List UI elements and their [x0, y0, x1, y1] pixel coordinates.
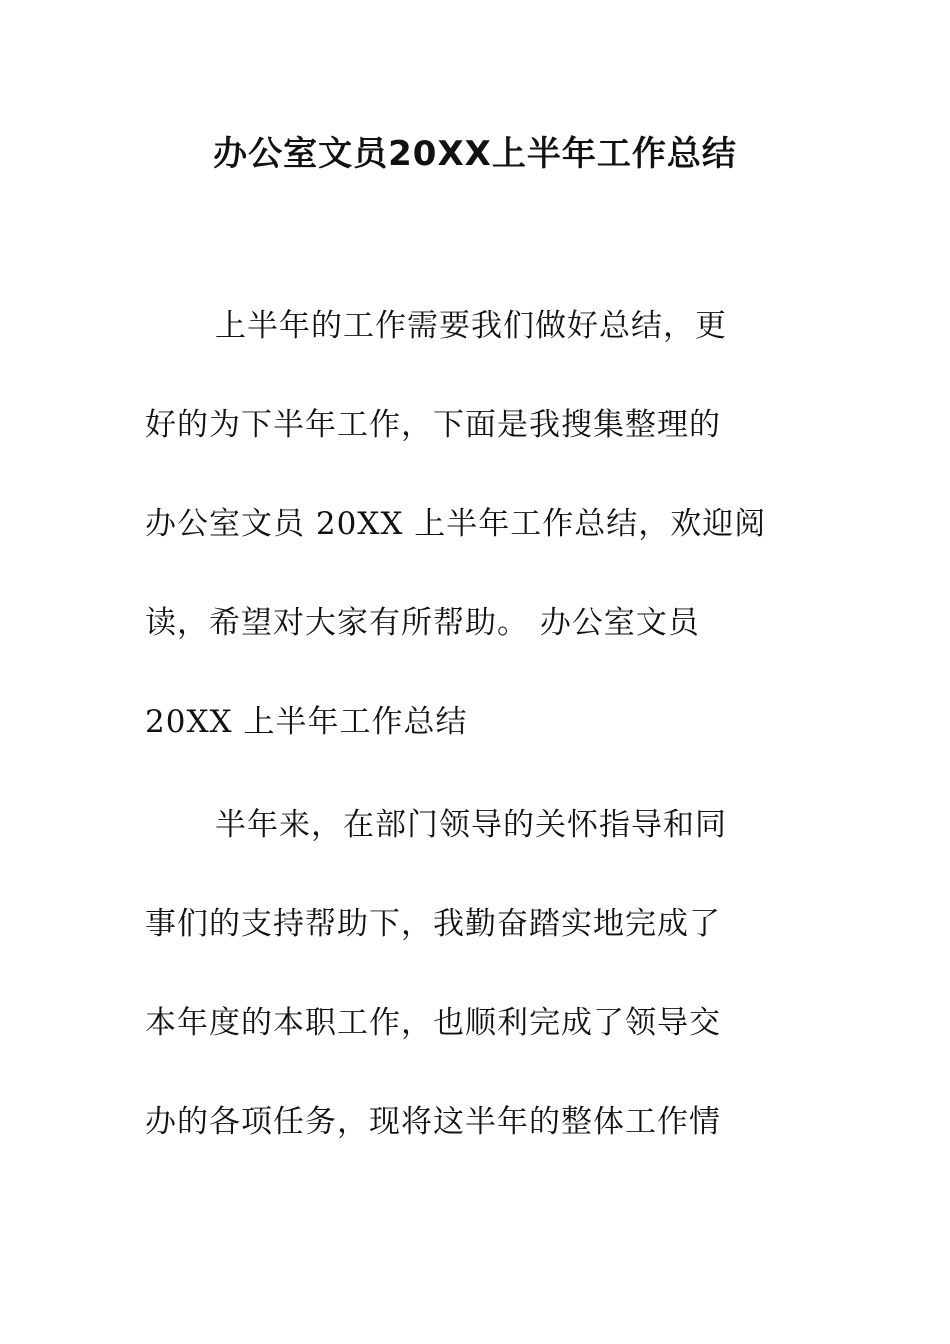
paragraph-line: 上半年的工作需要我们做好总结，更 [215, 308, 727, 344]
paragraph-line: 读，希望对大家有所帮助。 办公室文员 [145, 605, 700, 641]
paragraph-line: 半年来，在部门领导的关怀指导和同 [215, 807, 727, 843]
document-title: 办公室文员20XX上半年工作总结 [213, 134, 737, 174]
paragraph-line: 好的为下半年工作，下面是我搜集整理的 [145, 407, 721, 443]
paragraph-line: 办的各项任务，现将这半年的整体工作情 [145, 1104, 721, 1140]
paragraph-line: 办公室文员 20XX 上半年工作总结，欢迎阅 [145, 506, 767, 542]
paragraph-line: 本年度的本职工作，也顺利完成了领导交 [145, 1005, 721, 1041]
paragraph-line: 20XX 上半年工作总结 [145, 704, 468, 740]
paragraph-line: 事们的支持帮助下，我勤奋踏实地完成了 [145, 906, 721, 942]
